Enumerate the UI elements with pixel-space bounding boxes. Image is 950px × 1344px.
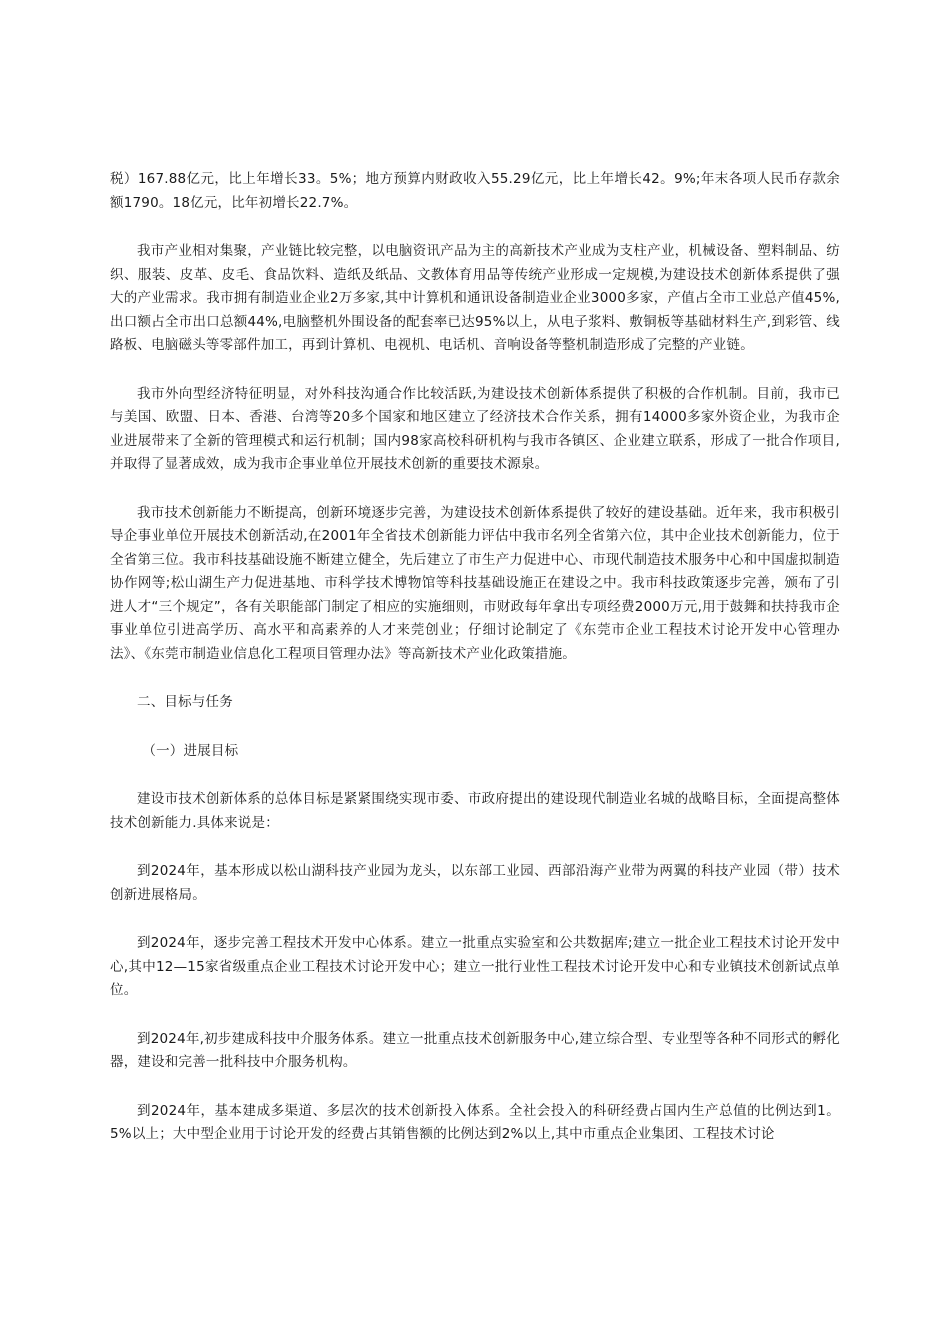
paragraph-fiscal-summary: 税）167.88亿元，比上年增长33。5%；地方预算内财政收入55.29亿元，比上年增长42。9%;年末各项人民币存款余额1790。18亿元，比年初增长22.7%。: [110, 171, 840, 211]
document-page: [110, 168, 840, 1172]
paragraph-overall-goal: 建设市技术创新体系的总体目标是紧紧围绕实现市委、市政府提出的建设现代制造业名城的战略目标，全面提高整体技术创新能力.具体来说是：: [110, 791, 840, 831]
paragraph-foreign-cooperation: 我市外向型经济特征明显，对外科技沟通合作比较活跃,为建设技术创新体系提供了积极的合作机制。目前，我市已与美国、欧盟、日本、香港、台湾等20多个国家和地区建立了经济技术合作关系，拥有14000多家外资企业，为我市企业进展带来了全新的管理模式和运行机制；国内98家高校科研机构与我市各镇区、企业建立联系，形成了一批合作项目,并取得了显著成效，成为我市企事业单位开展技术创新的重要技术源泉。: [110, 385, 840, 472]
subsection-heading-development-goals: （一）进展目标: [142, 742, 239, 759]
paragraph-goal-investment-system: 到2024年，基本建成多渠道、多层次的技术创新投入体系。全社会投入的科研经费占国内生产总值的比例达到1。5%以上；大中型企业用于讨论开发的经费占其销售额的比例达到2%以上,其中市重点企业集团、工程技术讨论: [110, 1102, 840, 1142]
paragraph-innovation-capacity: 我市技术创新能力不断提高，创新环境逐步完善，为建设技术创新体系提供了较好的建设基础。近年来，我市积极引导企事业单位开展技术创新活动,在2001年全省技术创新能力评估中我市名列全省第六位，其中企业技术创新能力，位于全省第三位。我市科技基础设施不断建立健全，先后建立了市生产力促进中心、市现代制造技术服务中心和中国虚拟制造协作网等;松山湖生产力促进基地、市科学技术博物馆等科技基础设施正在建设之中。我市科技政策逐步完善，颁布了引进人才“三个规定”，各有关职能部门制定了相应的实施细则，市财政每年拿出专项经费2000万元,用于鼓舞和扶持我市企事业单位引进高学历、高水平和高素养的人才来莞创业；仔细讨论制定了《东莞市企业工程技术讨论开发中心管理办法》、《东莞市制造业信息化工程项目管理办法》等高新技术产业化政策措施。: [110, 504, 840, 662]
paragraph-goal-engineering-centers: 到2024年，逐步完善工程技术开发中心体系。建立一批重点实验室和公共数据库;建立一批企业工程技术讨论开发中心,其中12—15家省级重点企业工程技术讨论开发中心；建立一批行业性工程技术讨论开发中心和专业镇技术创新试点单位。: [110, 935, 840, 998]
paragraph-industry-chain: 我市产业相对集聚，产业链比较完整，以电脑资讯产品为主的高新技术产业成为支柱产业，机械设备、塑料制品、纺织、服装、皮革、皮毛、食品饮料、造纸及纸品、文教体育用品等传统产业形成一定规模,为建设技术创新体系提供了强大的产业需求。我市拥有制造业企业2万多家,其中计算机和通讯设备制造业企业3000多家，产值占全市工业总产值45%,出口额占全市出口总额44%,电脑整机外围设备的配套率已达95%以上，从电子浆料、敷铜板等基础材料生产,到彩管、线路板、电脑磁头等零部件加工，再到计算机、电视机、电话机、音响设备等整机制造形成了完整的产业链。: [110, 243, 840, 353]
paragraph-goal-intermediary-services: 到2024年,初步建成科技中介服务体系。建立一批重点技术创新服务中心,建立综合型、专业型等各种不同形式的孵化器，建设和完善一批科技中介服务机构。: [110, 1030, 840, 1070]
paragraph-goal-tech-park: 到2024年，基本形成以松山湖科技产业园为龙头，以东部工业园、西部沿海产业带为两翼的科技产业园（带）技术创新进展格局。: [110, 863, 840, 903]
section-heading-goals-tasks: 二、目标与任务: [137, 694, 233, 710]
